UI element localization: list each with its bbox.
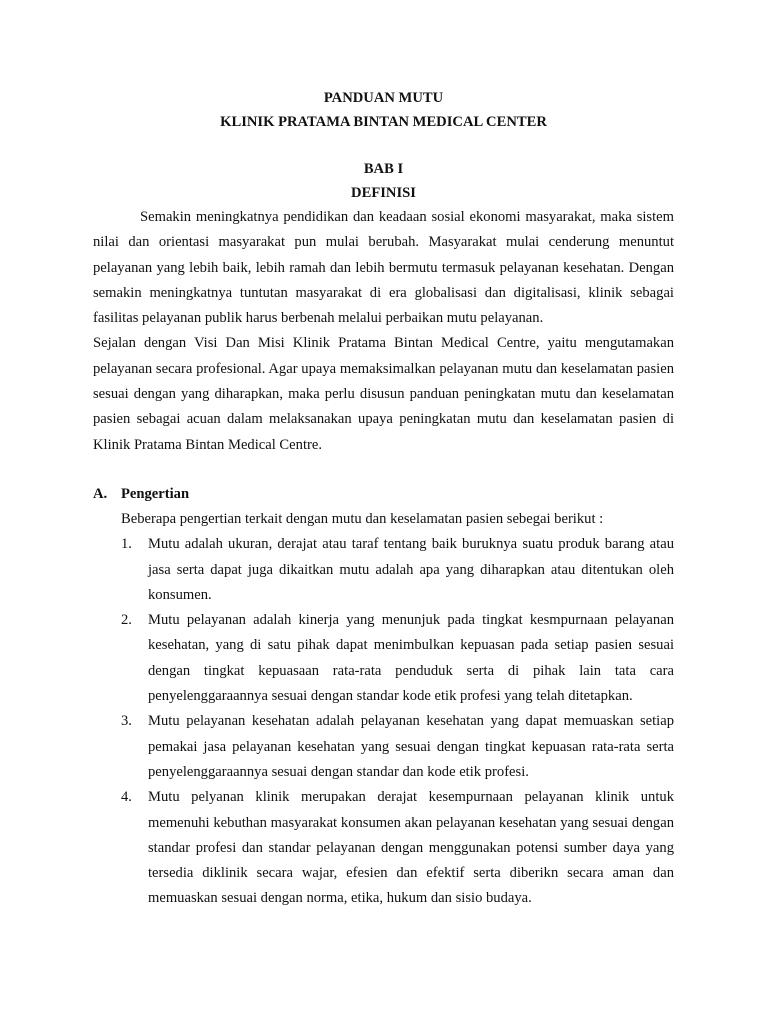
list-item: [121, 785, 674, 911]
document-title-line2: KLINIK PRATAMA BINTAN MEDICAL CENTER: [220, 114, 547, 130]
list-item: [121, 532, 674, 608]
intro-paragraph: Semakin meningkatnya pendidikan dan keadaan sosial ekonomi masyarakat, maka sistem nilai dan orientasi masyarakat pun mulai berubah. Masyarakat mulai cenderung menuntut pelayanan yang lebih baik, lebih ramah dan lebih bermutu termasuk pelayanan kesehatan. Dengan semakin meningkatnya tuntutan masyarakat di era globalisasi dan digitalisasi, klinik sebagai fasilitas pelayanan publik harus berbenah melalui perbaikan mutu pelayanan.: [93, 209, 674, 327]
section-heading: [93, 482, 674, 507]
list-item-text: Mutu adalah ukuran, derajat atau taraf tentang baik buruknya suatu produk barang atau jasa serta dapat juga dikaitkan mutu adalah apa yang diharapkan atau ditentukan oleh konsumen.: [148, 536, 674, 603]
section-letter: A.: [93, 485, 108, 502]
document-title-line1: PANDUAN MUTU: [323, 90, 444, 106]
document-page: [93, 86, 674, 912]
list-item: [121, 709, 674, 785]
section-title: Pengertian: [121, 485, 190, 502]
list-item: [121, 608, 674, 709]
chapter-title: DEFINISI: [351, 185, 416, 201]
list-item-text: Mutu pelayanan kesehatan adalah pelayanan kesehatan yang dapat memuaskan setiap pemakai jasa pelayanan kesehatan yang sesuai dengan tingkat kepuasan rata-rata serta penyelenggaraannya sesuai dengan standar dan kode etik profesi.: [148, 713, 674, 780]
list-item-number: 2.: [121, 612, 132, 629]
list-item-text: Mutu pelyanan klinik merupakan derajat kesempurnaan pelayanan klinik untuk memenuhi kebuthan masyarakat konsumen akan pelayanan kesehatan yang sesuai dengan standar profesi dan standar pelayanan dengan menggunakan potensi sumber daya yang tersedia diklinik secara wajar, efesien dan efektif serta diberikn secara aman dan memuaskan sesuai dengan norma, etika, hukum dan sisio budaya.: [148, 789, 674, 907]
chapter-number: BAB I: [363, 161, 404, 177]
list-item-number: 1.: [121, 536, 132, 553]
list-item-text: Mutu pelayanan adalah kinerja yang menunjuk pada tingkat kesmpurnaan pelayanan kesehatan, yang di satu pihak dapat menimbulkan kepuasan pada setiap pasien sesuai dengan tingkat kepuasaan rata-rata penduduk serta di pihak lain tata cara penyelenggaraannya sesuai dengan standar kode etik profesi yang telah ditetapkan.: [148, 612, 674, 705]
vision-paragraph: Sejalan dengan Visi Dan Misi Klinik Pratama Bintan Medical Centre, yaitu mengutamakan pelayanan secara profesional. Agar upaya memaksimalkan pelayanan mutu dan keselamatan pasien sesuai dengan yang diharapkan, maka perlu disusun panduan peningkatan mutu dan keselamatan pasien sebagai acuan dalam melaksanakan upaya peningkatan mutu dan keselamatan pasien di Klinik Pratama Bintan Medical Centre.: [93, 335, 674, 453]
list-item-number: 3.: [121, 713, 132, 730]
list-item-number: 4.: [121, 789, 132, 806]
section-intro: Beberapa pengertian terkait dengan mutu dan keselamatan pasien sebegai berikut :: [121, 510, 604, 527]
